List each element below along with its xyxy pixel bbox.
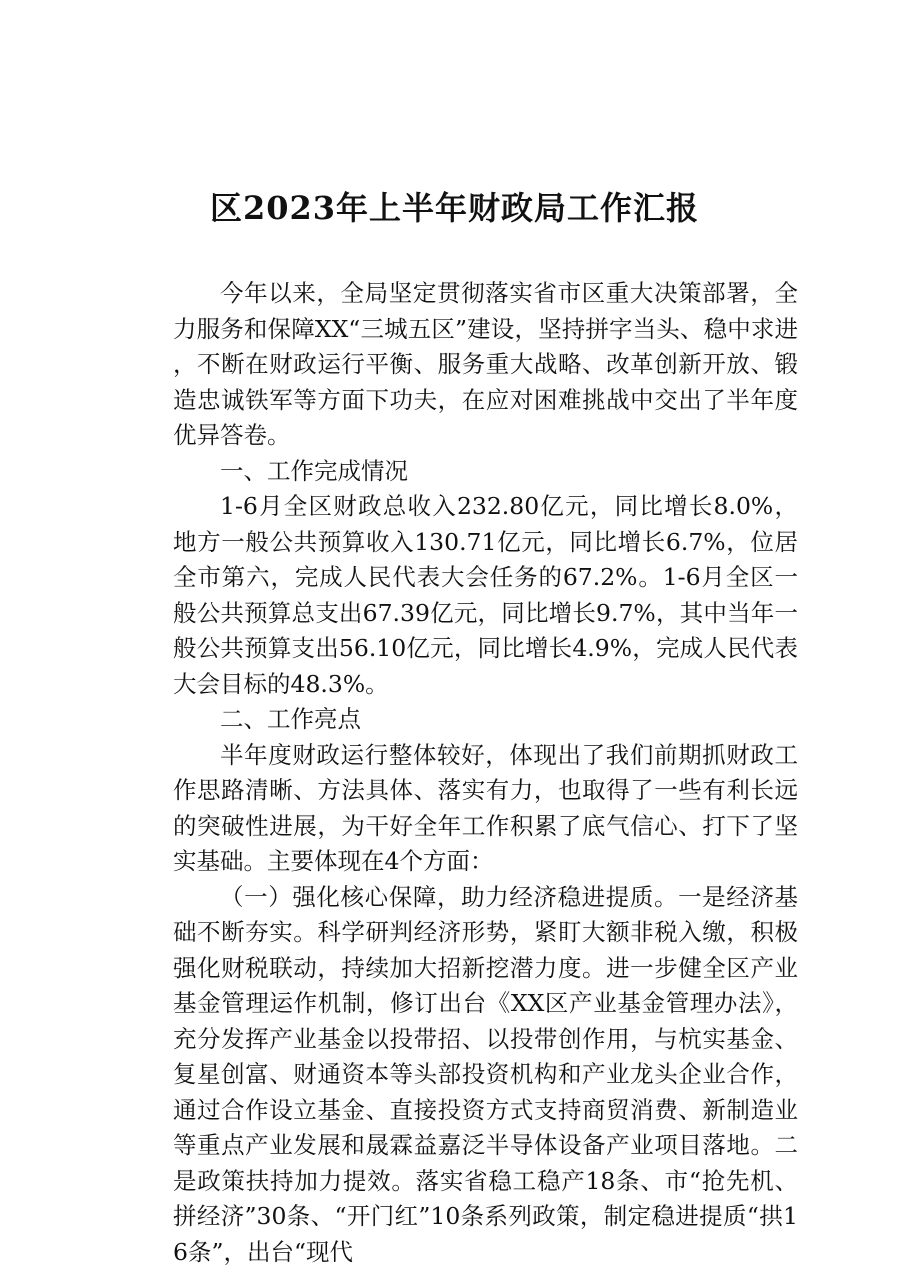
- section-heading-work-completion: 一、工作完成情况: [220, 456, 408, 485]
- intro-paragraph: 今年以来，全局坚定贯彻落实省市区重大决策部署，全力服务和保障XX“三城五区”建设，坚持拼字当头、稳中求进，不断在财政运行平衡、服务重大战略、改革创新开放、锻造忠诚铁军等方面下功夫，在应对困难挑战中交出了半年度优异答卷。: [173, 279, 798, 449]
- highlight-one-paragraph: （一）强化核心保障，助力经济稳进提质。一是经济基础不断夯实。科学研判经济形势，紧盯大额非税入缴，积极强化财税联动，持续加大招新挖潜力度。进一步健全区产业基金管理运作机制，修订出台《XX区产业基金管理办法》，充分发挥产业基金以投带招、以投带创作用，与杭实基金、复星创富、财通资本等头部投资机构和产业龙头企业合作，通过合作设立基金、直接投资方式支持商贸消费、新制造业等重点产业发展和晟霖益嘉泛半导体设备产业项目落地。二是政策扶持加力提效。落实省稳工稳产18条、市“抢先机、拼经济”30条、“开门红”10条系列政策，制定稳进提质“拱16条”，出台“现代: [173, 882, 798, 1266]
- work-completion-paragraph: 1-6月全区财政总收入232.80亿元，同比增长8.0%，地方一般公共预算收入130.71亿元，同比增长6.7%，位居全市第六，完成人民代表大会任务的67.2%。1-6月全区一般公共预算总支出67.39亿元，同比增长9.7%，其中当年一般公共预算支出56.10亿元，同比增长4.9%，完成人民代表大会目标的48.3%。: [173, 492, 798, 698]
- document-body: [173, 276, 798, 1270]
- highlights-intro-paragraph: 半年度财政运行整体较好，体现出了我们前期抓财政工作思路清晰、方法具体、落实有力，也取得了一些有利长远的突破性进展，为干好全年工作积累了底气信心、打下了坚实基础。主要体现在4个方面：: [173, 740, 798, 875]
- document-title: 区2023年上半年财政局工作汇报: [209, 189, 700, 227]
- section-heading-highlights: 二、工作亮点: [220, 705, 361, 733]
